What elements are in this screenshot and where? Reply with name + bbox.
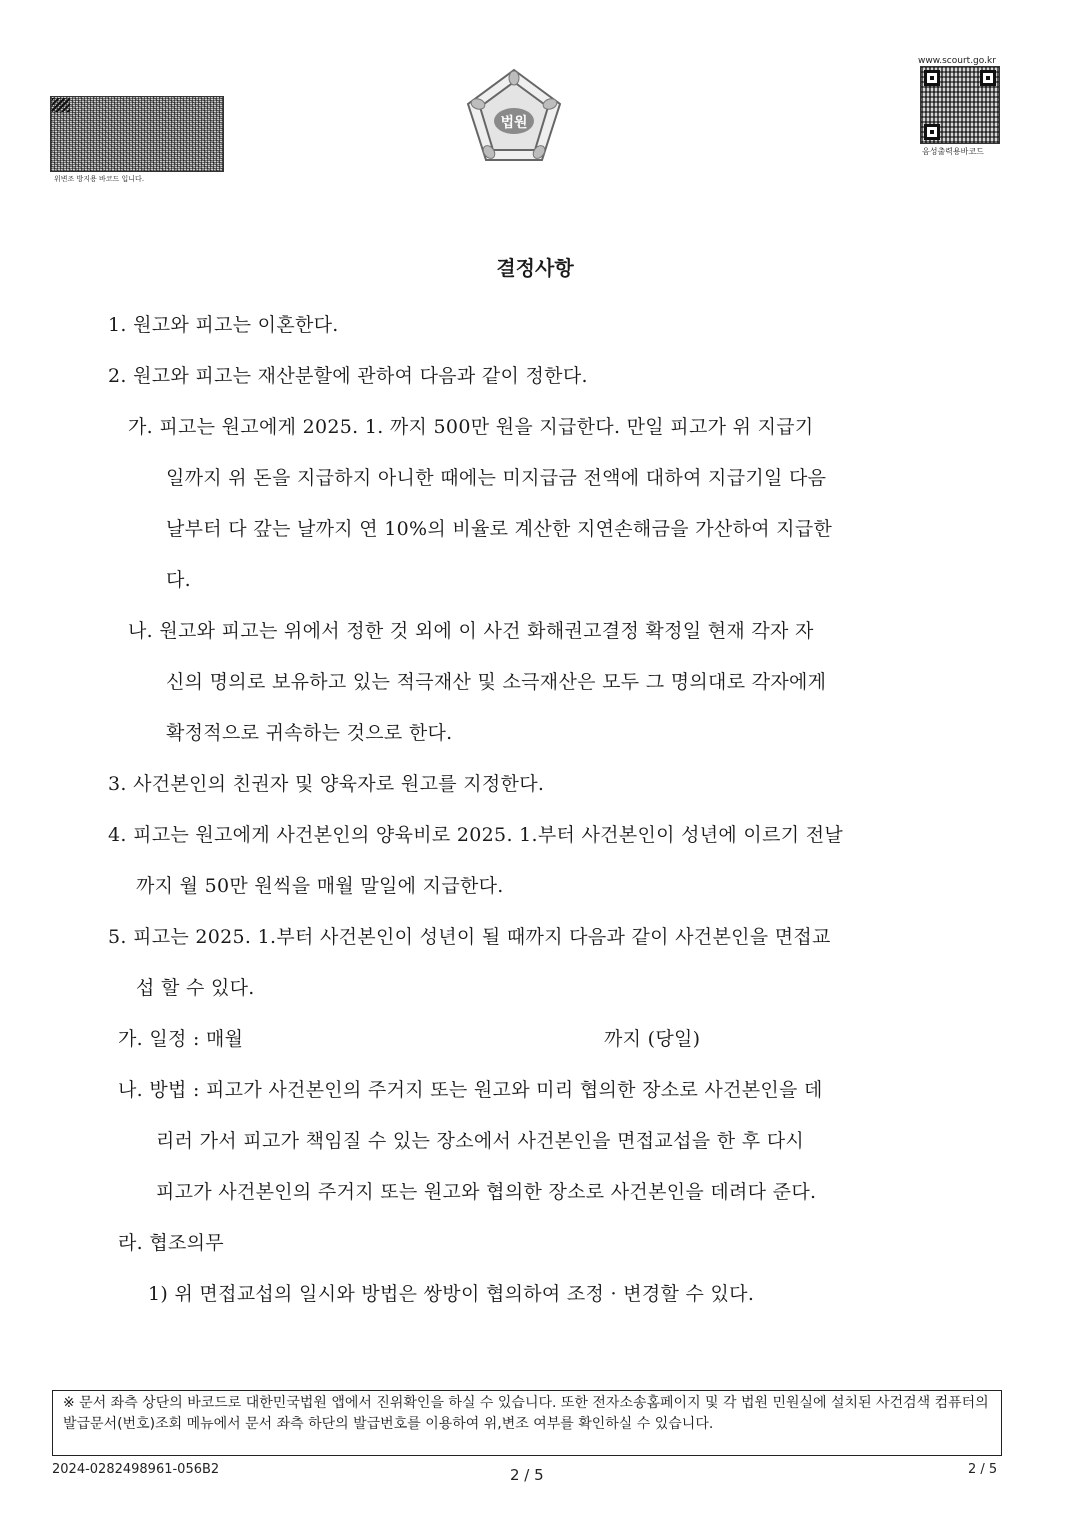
item-2a-line: 날부터 다 갚는 날까지 연 10%의 비율로 계산한 지연손해금을 가산하여 지급한 (166, 518, 833, 540)
item-2b-line: 확정적으로 귀속하는 것으로 한다. (166, 722, 453, 744)
site-url: www.scourt.go.kr (918, 56, 996, 66)
barcode-caption: 위변조 방지용 바코드 입니다. (54, 175, 145, 183)
method-line: 피고가 사건본인의 주거지 또는 원고와 협의한 장소로 사건본인을 데려다 준다. (156, 1181, 817, 1203)
issue-number: 2024-0282498961-056B2 (52, 1462, 220, 1477)
item-4-line: 까지 월 50만 원씩을 매월 말일에 지급한다. (136, 875, 504, 897)
verification-notice: ※ 문서 좌측 상단의 바코드로 대한민국법원 앱에서 진위확인을 하실 수 있습니다. 또한 전자소송홈페이지 및 각 법원 민원실에 설치된 사건검색 컴퓨터의 발급문서(번호)조회 메뉴에서 문서 좌측 하단의 발급번호를 이용하여 위,변조 여부를 확인하실 수 있습니다. (52, 1390, 1002, 1456)
qr-finder-pattern (924, 70, 940, 86)
page-number-center: 2 / 5 (510, 1466, 544, 1484)
item-4-line: 4. 피고는 원고에게 사건본인의 양육비로 2025. 1.부터 사건본인이 성년에 이르기 전날 (108, 824, 844, 846)
item-5-line: 섭 할 수 있다. (136, 977, 255, 999)
decision-item-1: 1. 원고와 피고는 이혼한다. (108, 314, 339, 336)
item-2b-line: 나. 원고와 피고는 위에서 정한 것 외에 이 사건 화해권고결정 확정일 현재 각자 자 (128, 620, 814, 642)
qr-caption: 음성출력용바코드 (922, 147, 984, 156)
cooperation-duty-item-1: 1) 위 면접교섭의 일시와 방법은 쌍방이 협의하여 조정 · 변경할 수 있다. (148, 1283, 755, 1305)
page-number-right: 2 / 5 (968, 1462, 998, 1477)
item-2a-line: 가. 피고는 원고에게 2025. 1. 까지 500만 원을 지급한다. 만일 피고가 위 지급기 (128, 416, 814, 438)
method-line: 나. 방법 : 피고가 사건본인의 주거지 또는 원고와 미리 협의한 장소로 사건본인을 데 (118, 1079, 823, 1101)
item-5-line: 5. 피고는 2025. 1.부터 사건본인이 성년이 될 때까지 다음과 같이 사건본인을 면접교 (108, 926, 831, 948)
schedule-until: 까지 (당일) (604, 1028, 701, 1050)
item-2a-line: 일까지 위 돈을 지급하지 아니한 때에는 미지급금 전액에 대하여 지급기일 다음 (166, 467, 827, 489)
decision-item-3: 3. 사건본인의 친권자 및 양육자로 원고를 지정한다. (108, 773, 545, 795)
qr-finder-pattern (924, 124, 940, 140)
voice-output-qr-code (920, 66, 1000, 144)
seal-text: 법원 (500, 115, 528, 131)
barcode-corner-mark (52, 98, 70, 112)
cooperation-duty-heading: 라. 협조의무 (118, 1232, 224, 1254)
method-line: 리러 가서 피고가 책임질 수 있는 장소에서 사건본인을 면접교섭을 한 후 다시 (156, 1130, 805, 1152)
item-2b-line: 신의 명의로 보유하고 있는 적극재산 및 소극재산은 모두 그 명의대로 각자에게 (166, 671, 827, 693)
document-title: 결정사항 (496, 256, 574, 280)
decision-item-2: 2. 원고와 피고는 재산분할에 관하여 다음과 같이 정한다. (108, 365, 588, 387)
anti-forgery-barcode (50, 96, 224, 172)
qr-finder-pattern (980, 70, 996, 86)
item-2a-line: 다. (166, 569, 191, 591)
schedule-label: 가. 일정 : 매월 (118, 1028, 244, 1050)
court-seal-icon (462, 66, 566, 166)
